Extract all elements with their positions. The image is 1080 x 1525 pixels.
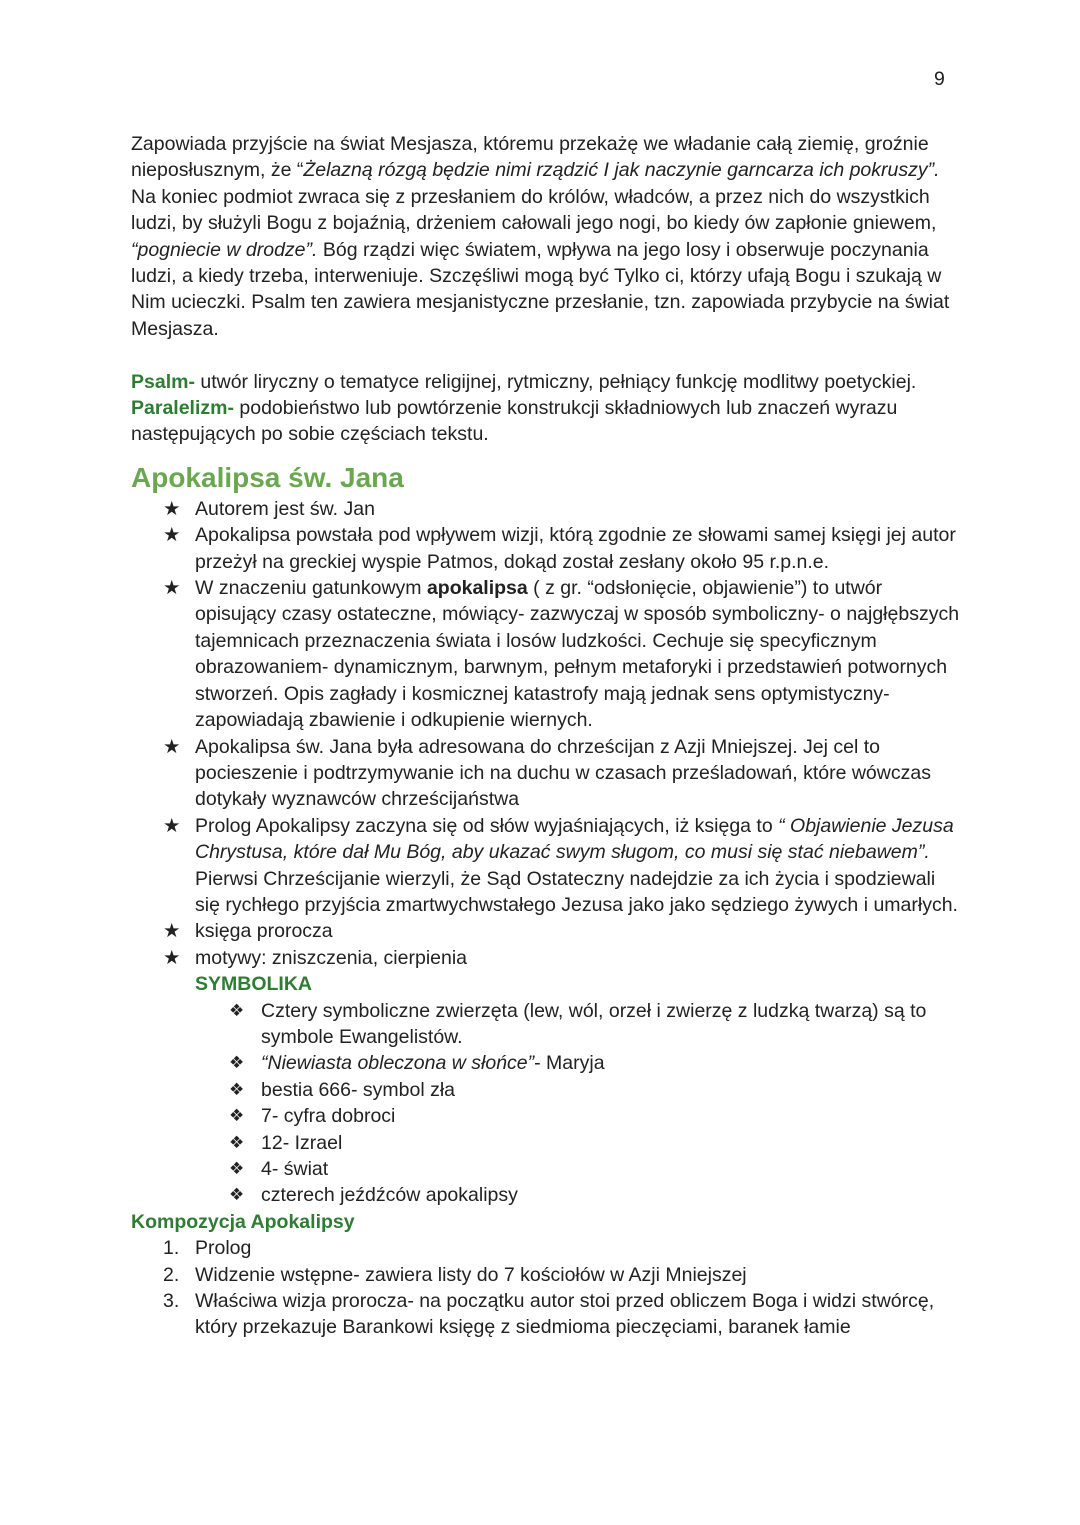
- list-item: ★ księga prorocza: [195, 918, 961, 944]
- list-item: ❖ 4- świat: [261, 1156, 961, 1182]
- diamond-bullet-icon: ❖: [229, 1000, 245, 1020]
- term-psalm: Psalm-: [131, 370, 195, 393]
- symbolika-heading: SYMBOLIKA: [195, 973, 312, 996]
- star-bullet-icon: ★: [163, 577, 181, 600]
- diamond-bullet-icon: ❖: [229, 1053, 245, 1073]
- diamond-bullet-icon: ❖: [229, 1106, 245, 1126]
- section-title: Apokalipsa św. Jana: [131, 461, 404, 493]
- star-bullet-icon: ★: [163, 524, 181, 547]
- list-item: 3. Właściwa wizja prorocza- na początku autor stoi przed obliczem Boga i widzi stwórcę, który przekazuje Barankowi księgę z siedmioma pieczęciami, baranek łamie: [163, 1290, 935, 1339]
- list-item: ★ W znaczeniu gatunkowym apokalipsa ( z gr. “odsłonięcie, objawienie”) to utwór opisujący czasy ostateczne, mówiący- zazwyczaj w sposób symboliczny- o najgłębszych tajemnicach przeznaczenia świata i losów ludzkości. Cechuje się specyficznym obrazowaniem- dynamicznym, barwnym, pełnym metaforyki i przedstawień potwornych stworzeń. Opis zagłady i kosmicznej katastrofy mają jednak sens optymistyczny- zapowiadają zbawienie i odkupienie wiernych.: [163, 577, 960, 732]
- diamond-bullet-icon: ❖: [229, 1079, 245, 1099]
- star-bullet-icon: ★: [163, 814, 181, 837]
- list-item: 2. Widzenie wstępne- zawiera listy do 7 kościołów w Azji Mniejszej: [163, 1263, 747, 1286]
- kompozycja-heading: Kompozycja Apokalipsy: [131, 1210, 355, 1233]
- quote-zelazna: Żelazną rózgą będzie nimi rządzić I jak naczynie garncarza ich pokruszy”.: [303, 159, 940, 182]
- list-item: ❖ czterech jeźdźców apokalipsy: [261, 1182, 961, 1208]
- list-item: ★ Apokalipsa św. Jana była adresowana do chrześcijan z Azji Mniejszej. Jej cel to pocieszenie i podtrzymywanie ich na duchu w czasach prześladowań, które wówczas dotykały wyznawców chrześcijaństwa: [163, 735, 931, 811]
- star-list: [131, 496, 961, 971]
- list-item: ★ motywy: zniszczenia, cierpienia: [195, 945, 961, 971]
- intro-paragraph: Zapowiada przyjście na świat Mesjasza, któremu przekażę we władanie całą ziemię, groźnie nieposłusznym, że “Żelazną rózgą będzie nimi rządzić I jak naczynie garncarza ich pokruszy”. Na koniec podmiot zwraca się z przesłaniem do królów, władców, a przez nich do wszystkich ludzi, by służyli Bogu z bojaźnią, drżeniem całowali jego nogi, bo kiedy ów zapłonie gniewem, “pogniecie w drodze”. Bóg rządzi więc światem, wpływa na jego losy i obserwuje poczynania ludzi, a kiedy trzeba, interweniuje. Szczęśliwi mogą być Tylko ci, którzy ufają Bogu i szukają w Nim ucieczki. Psalm ten zawiera mesjanistyczne przesłanie, tzn. zapowiada przybycie na świat Mesjasza.: [131, 133, 950, 340]
- diamond-bullet-icon: ❖: [229, 1185, 245, 1205]
- symbolika-list: [131, 998, 961, 1209]
- list-item: ★ Autorem jest św. Jan: [195, 496, 961, 522]
- term-paralelizm: Paralelizm-: [131, 397, 234, 420]
- diamond-bullet-icon: ❖: [229, 1132, 245, 1152]
- list-item: ★ Prolog Apokalipsy zaczyna się od słów wyjaśniających, iż księga to “ Objawienie Jezusa Chrystusa, które dał Mu Bóg, aby ukazać swym sługom, co musi się stać niebawem”. Pierwsi Chrześcijanie wierzyli, że Sąd Ostateczny nadejdzie za ich życia i spodziewali się rychłego przyjścia zmartwychwstałego Jezusa jako jako sędziego żywych i umarłych.: [163, 814, 958, 916]
- quote-pogniecie: “pogniecie w drodze”.: [131, 238, 318, 261]
- list-item: ❖ 7- cyfra dobroci: [261, 1103, 961, 1129]
- star-bullet-icon: ★: [163, 946, 181, 969]
- document-body: [131, 131, 961, 1341]
- list-item: 1. Prolog: [163, 1237, 252, 1260]
- list-item: ❖ bestia 666- symbol zła: [261, 1077, 961, 1103]
- definition-psalm: Psalm- utwór liryczny o tematyce religijnej, rytmiczny, pełniący funkcję modlitwy poetyckiej.: [131, 370, 917, 393]
- list-item: ★ Apokalipsa powstała pod wpływem wizji, którą zgodnie ze słowami samej księgi jej autor przeżył na greckiej wyspie Patmos, dokąd został zesłany około 95 r.p.n.e.: [163, 524, 956, 573]
- definition-paralelizm: Paralelizm- podobieństwo lub powtórzenie konstrukcji składniowych lub znaczeń wyrazu następujących po sobie częściach tekstu.: [131, 397, 898, 446]
- star-bullet-icon: ★: [163, 920, 181, 943]
- star-bullet-icon: ★: [163, 497, 181, 520]
- page-number: 9: [934, 68, 945, 90]
- kompozycja-list: [131, 1235, 961, 1341]
- diamond-bullet-icon: ❖: [229, 1159, 245, 1179]
- star-bullet-icon: ★: [163, 735, 181, 758]
- list-item: ❖ Cztery symboliczne zwierzęta (lew, wól, orzeł i zwierzę z ludzką twarzą) są to symbole Ewangelistów.: [229, 999, 927, 1048]
- list-item: ❖ 12- Izrael: [261, 1130, 961, 1156]
- list-item: ❖ “Niewiasta obleczona w słońce”- Maryja: [261, 1050, 961, 1076]
